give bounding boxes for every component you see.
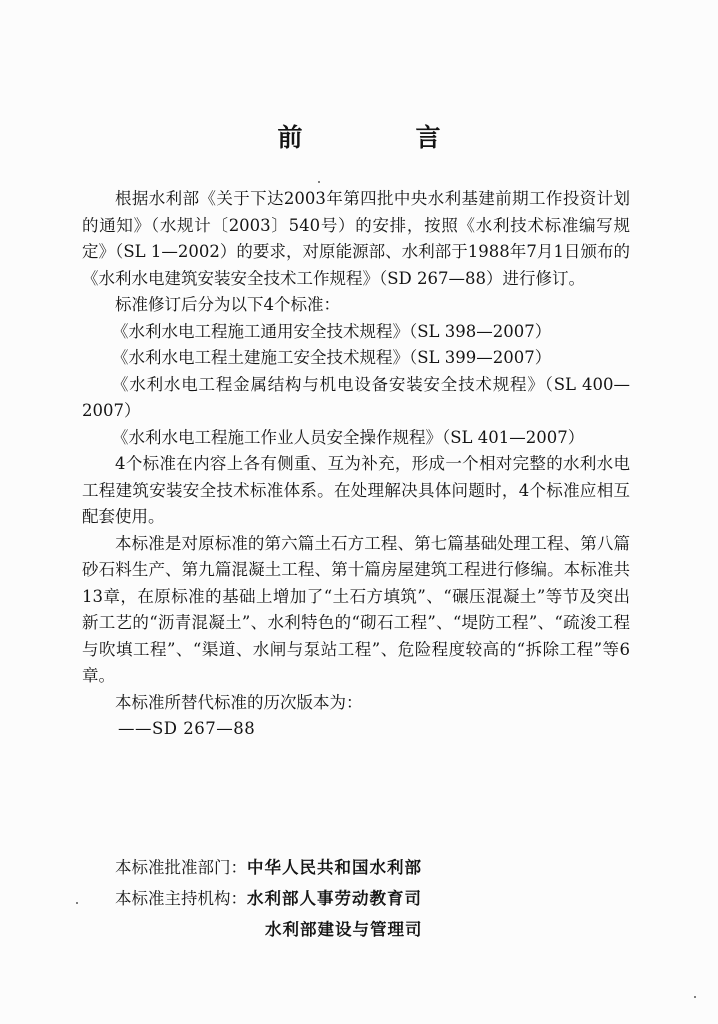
paragraph-standards-intro: 标准修订后分为以下4个标准： (115, 295, 340, 314)
standard-ref-sl401: 《水利水电工程施工作业人员安全操作规程》（SL 401—2007） (112, 427, 585, 447)
paragraph-revision-basis: 根据水利部《关于下达2003年第四批中央水利基建前期工作投资计划的通知》（水规计〔2003〕540号）的安排，按照《水利技术标准编写规定》（SL 1—2002）的要求，对原能源部、水利部于1988年7月1日颁布的《水利水电建筑安装安全技术工作规程》（SD 267—88）进行修订。 (82, 189, 630, 288)
approval-dept-value: 中华人民共和国水利部 (247, 858, 422, 877)
paragraph-replaced-versions: 本标准所替代标准的历次版本为： (115, 692, 363, 712)
paragraph-standards-system: 4个标准在内容上各有侧重、互为补充，形成一个相对完整的水利水电工程建筑安装安全技术标准体系。在处理解决具体问题时，4个标准应相互配套使用。 (82, 454, 630, 526)
scan-speck (694, 996, 696, 998)
host-org-value-2: 水利部建设与管理司 (265, 920, 423, 939)
standard-ref-sl400: 《水利水电工程金属结构与机电设备安装安全技术规程》（SL 400—2007） (82, 374, 630, 420)
scan-speck (318, 181, 320, 183)
host-org-value-1: 水利部人事劳动教育司 (247, 889, 422, 908)
host-org-label: 本标准主持机构： (115, 889, 247, 908)
approval-dept-row (115, 852, 635, 883)
approval-dept-label: 本标准批准部门： (115, 858, 247, 877)
standard-ref-sl399: 《水利水电工程土建施工安全技术规程》（SL 399—2007） (112, 348, 552, 367)
scan-speck (76, 902, 78, 904)
host-org-row (115, 883, 635, 914)
replaced-version-item: ——SD 267—88 (118, 719, 256, 738)
approval-block (115, 852, 635, 945)
preface-body (82, 186, 630, 743)
host-org-row-2 (115, 914, 635, 945)
page-title: 前 言 (277, 123, 485, 152)
paragraph-scope: 本标准是对原标准的第六篇土石方工程、第七篇基础处理工程、第八篇砂石料生产、第九篇混凝土工程、第十篇房屋建筑工程进行修编。本标准共13章，在原标准的基础上增加了“土石方填筑”、“碾压混凝土”等节及突出新工艺的“沥青混凝土”、水利特色的“砌石工程”、“堤防工程”、“疏浚工程与吹填工程”、“渠道、水闸与泵站工程”、危险程度较高的“拆除工程”等6章。 (82, 533, 630, 685)
standard-ref-sl398: 《水利水电工程施工通用安全技术规程》（SL 398—2007） (112, 321, 552, 341)
